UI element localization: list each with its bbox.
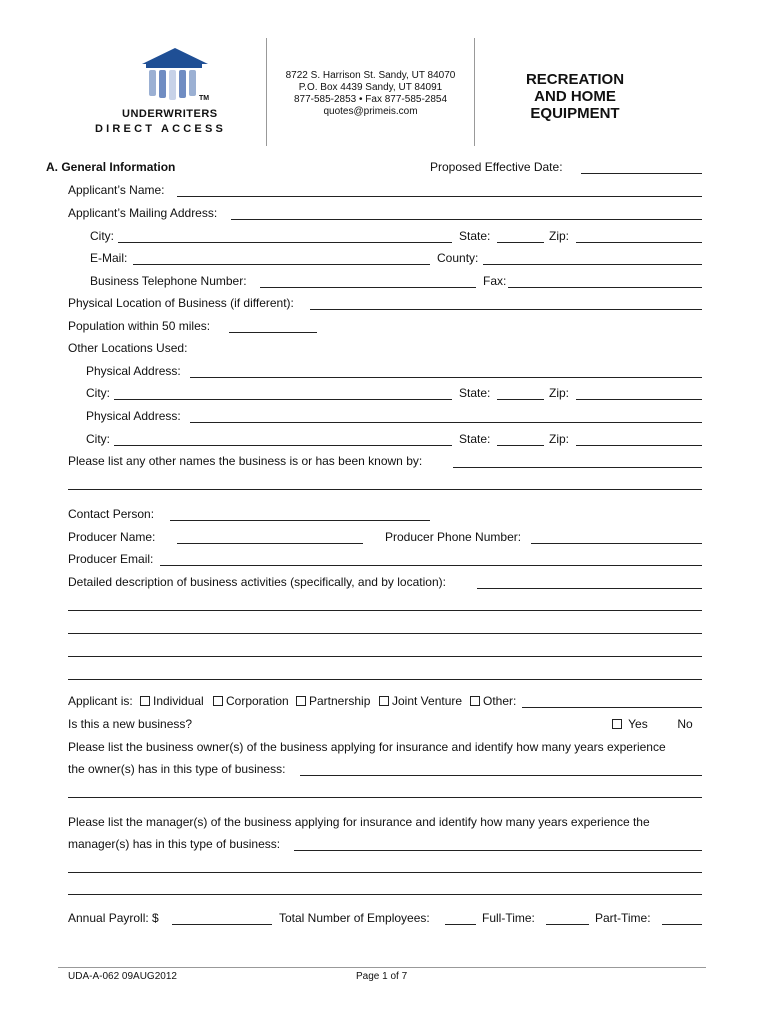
other-physical-address-1-field[interactable] — [190, 377, 702, 378]
city-field[interactable] — [118, 242, 452, 243]
option-individual[interactable] — [140, 694, 204, 708]
logo-trademark: TM — [199, 95, 210, 102]
checkbox-other[interactable] — [470, 696, 480, 706]
business-phone-label: Business Telephone Number: — [90, 274, 247, 288]
managers-field[interactable] — [294, 850, 702, 851]
other-state-1-label: State: — [459, 386, 491, 400]
other-names-field[interactable] — [453, 467, 702, 468]
company-logo — [92, 46, 252, 138]
other-zip-2-field[interactable] — [576, 445, 702, 446]
description-label: Detailed description of business activities (specifically, and by location): — [68, 575, 446, 589]
option-no[interactable] — [661, 717, 693, 731]
contact-person-field[interactable] — [170, 520, 430, 521]
mailing-address-label: Applicant’s Mailing Address: — [68, 206, 218, 220]
producer-phone-label: Producer Phone Number: — [385, 530, 522, 544]
fax-label: Fax: — [483, 274, 507, 288]
new-business-label: Is this a new business? — [68, 717, 193, 731]
address-email: quotes@primeis.com — [323, 106, 418, 117]
other-state-1-field[interactable] — [497, 399, 544, 400]
full-time-field[interactable] — [546, 924, 589, 925]
other-physical-address-2-field[interactable] — [190, 422, 702, 423]
checkbox-individual[interactable] — [140, 696, 150, 706]
other-city-1-field[interactable] — [114, 399, 452, 400]
checkbox-partnership[interactable] — [296, 696, 306, 706]
producer-email-field[interactable] — [160, 565, 702, 566]
other-locations-label: Other Locations Used: — [68, 341, 188, 355]
managers-label-line2: manager(s) has in this type of business: — [68, 837, 281, 851]
description-field-line4[interactable] — [68, 656, 702, 657]
form-title-line1: RECREATION — [525, 71, 625, 88]
proposed-date-label: Proposed Effective Date: — [430, 160, 563, 174]
full-time-label: Full-Time: — [482, 911, 535, 925]
producer-phone-field[interactable] — [531, 543, 702, 544]
checkbox-yes[interactable] — [612, 719, 622, 729]
producer-email-label: Producer Email: — [68, 552, 154, 566]
option-individual-label: Individual — [153, 694, 204, 708]
physical-location-field[interactable] — [310, 309, 702, 310]
option-partnership-label: Partnership — [309, 694, 371, 708]
other-names-field-extra[interactable] — [68, 489, 702, 490]
other-names-label: Please list any other names the business is or has been known by: — [68, 454, 423, 468]
annual-payroll-label: Annual Payroll: $ — [68, 911, 159, 925]
form-title — [490, 71, 660, 122]
other-city-2-field[interactable] — [114, 445, 452, 446]
other-zip-1-field[interactable] — [576, 399, 702, 400]
county-label: County: — [437, 251, 479, 265]
option-yes-label: Yes — [628, 717, 648, 731]
description-field-line2[interactable] — [68, 610, 702, 611]
business-phone-field[interactable] — [260, 287, 476, 288]
page-number: Page 1 of 7 — [356, 971, 408, 982]
fax-field[interactable] — [508, 287, 702, 288]
option-joint-venture[interactable] — [379, 694, 462, 708]
other-state-2-field[interactable] — [497, 445, 544, 446]
other-city-1-label: City: — [86, 386, 110, 400]
owners-label-line2: the owner(s) has in this type of business: — [68, 762, 286, 776]
option-joint-venture-label: Joint Venture — [392, 694, 463, 708]
address-po-box: P.O. Box 4439 Sandy, UT 84091 — [298, 82, 443, 93]
description-field-line3[interactable] — [68, 633, 702, 634]
header-divider-right — [474, 38, 475, 146]
other-entity-field[interactable] — [522, 707, 702, 708]
option-corporation-label: Corporation — [226, 694, 289, 708]
description-field[interactable] — [477, 588, 702, 589]
other-physical-address-2-label: Physical Address: — [86, 409, 181, 423]
other-city-2-label: City: — [86, 432, 110, 446]
total-employees-label: Total Number of Employees: — [279, 911, 430, 925]
option-no-label: No — [677, 717, 693, 731]
managers-field-line2[interactable] — [68, 872, 702, 873]
county-field[interactable] — [483, 264, 702, 265]
other-state-2-label: State: — [459, 432, 491, 446]
physical-location-label: Physical Location of Business (if different): — [68, 296, 294, 310]
owners-field-line2[interactable] — [68, 797, 702, 798]
owners-label-line1: Please list the business owner(s) of the business applying for insurance and identify how many years experience — [68, 740, 666, 754]
other-physical-address-1-label: Physical Address: — [86, 364, 181, 378]
email-label: E-Mail: — [90, 251, 128, 265]
owners-field[interactable] — [300, 775, 702, 776]
total-employees-field[interactable] — [445, 924, 476, 925]
section-a-heading: A. General Information — [46, 160, 176, 174]
state-label: State: — [459, 229, 491, 243]
zip-label: Zip: — [549, 229, 570, 243]
email-field[interactable] — [133, 264, 430, 265]
logo-text-underwriters: UNDERWRITERS — [122, 108, 218, 120]
option-other-label: Other: — [483, 694, 517, 708]
zip-field[interactable] — [576, 242, 702, 243]
footer-rule — [58, 967, 706, 968]
state-field[interactable] — [497, 242, 544, 243]
address-phone-fax: 877-585-2853 • Fax 877-585-2854 — [293, 94, 448, 105]
annual-payroll-field[interactable] — [172, 924, 272, 925]
managers-field-line3[interactable] — [68, 894, 702, 895]
population-label: Population within 50 miles: — [68, 319, 211, 333]
logo-text-direct-access: DIRECT ACCESS — [95, 123, 227, 135]
proposed-date-field[interactable] — [581, 173, 702, 174]
form-id: UDA-A-062 09AUG2012 — [68, 971, 177, 982]
option-corporation[interactable] — [213, 694, 289, 708]
checkbox-joint-venture[interactable] — [379, 696, 389, 706]
producer-name-label: Producer Name: — [68, 530, 156, 544]
applicant-name-field[interactable] — [177, 196, 702, 197]
option-yes[interactable] — [612, 717, 648, 731]
form-title-line2: AND HOME — [534, 88, 616, 105]
city-label: City: — [90, 229, 114, 243]
form-title-line3: EQUIPMENT — [530, 105, 620, 122]
option-partnership[interactable] — [296, 694, 370, 708]
company-address — [268, 70, 473, 118]
other-zip-2-label: Zip: — [549, 432, 570, 446]
part-time-field[interactable] — [662, 924, 702, 925]
applicant-type-label: Applicant is: — [68, 694, 133, 708]
contact-person-label: Contact Person: — [68, 507, 155, 521]
checkbox-corporation[interactable] — [213, 696, 223, 706]
option-other[interactable] — [470, 694, 516, 708]
header-divider-left — [266, 38, 267, 146]
part-time-label: Part-Time: — [595, 911, 651, 925]
description-field-line5[interactable] — [68, 679, 702, 680]
mailing-address-field[interactable] — [231, 219, 702, 220]
population-field[interactable] — [229, 332, 317, 333]
checkbox-no[interactable] — [661, 719, 671, 729]
other-zip-1-label: Zip: — [549, 386, 570, 400]
producer-name-field[interactable] — [177, 543, 363, 544]
managers-label-line1: Please list the manager(s) of the business applying for insurance and identify how many years experience the — [68, 815, 650, 829]
applicant-name-label: Applicant’s Name: — [68, 183, 165, 197]
address-street: 8722 S. Harrison St. Sandy, UT 84070 — [285, 70, 456, 81]
